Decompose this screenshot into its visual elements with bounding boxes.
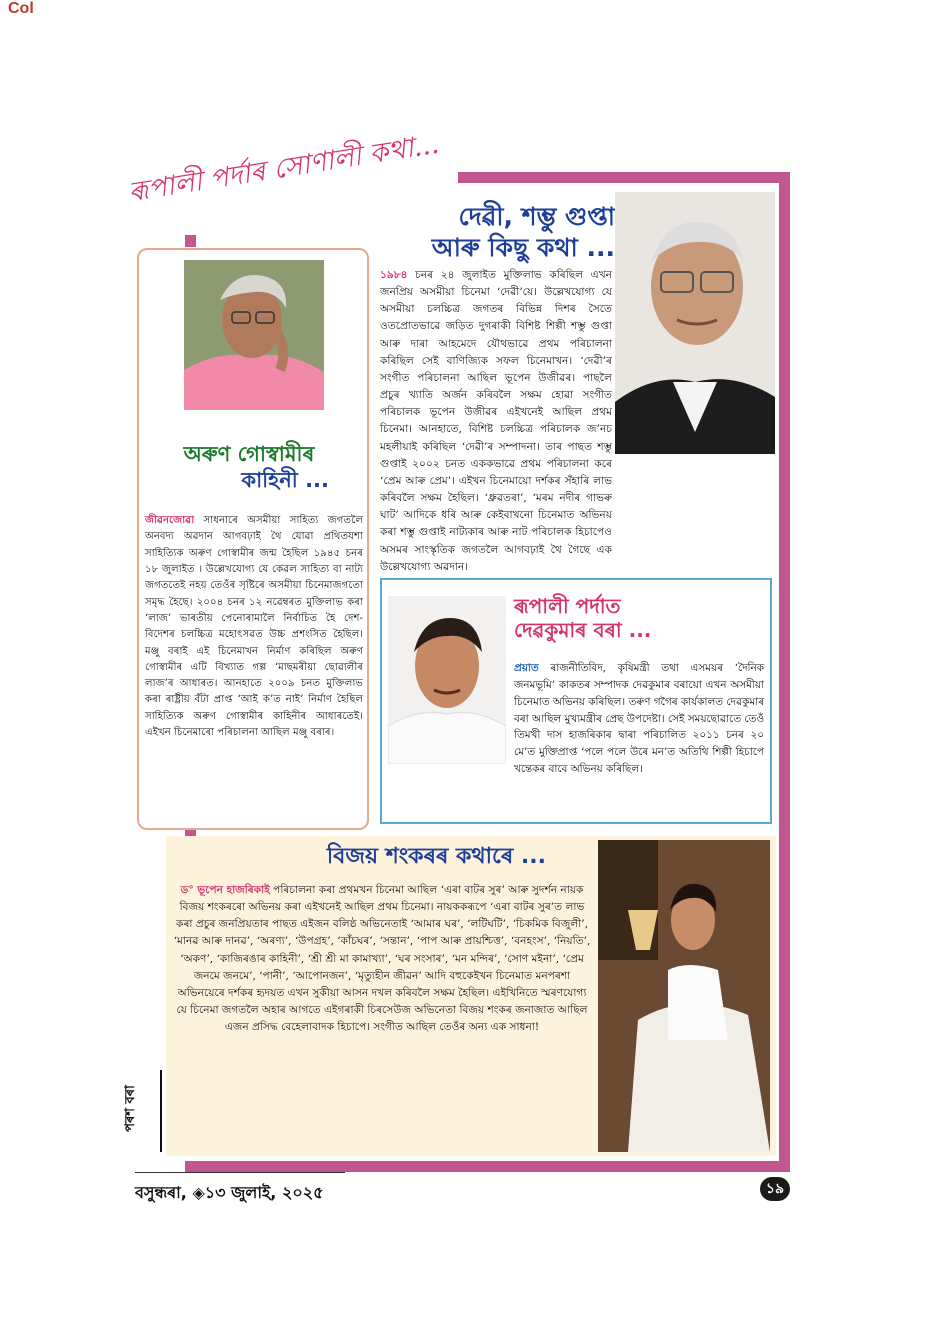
dev-lead: প্ৰয়াত <box>514 662 539 674</box>
arun-lead: জীৱনজোৱা <box>145 514 195 526</box>
dev-box <box>380 578 772 824</box>
dev-headline-line1: ৰূপালী পৰ্দাত <box>514 594 621 618</box>
footer-rule <box>135 1172 345 1173</box>
devi-lead: ১৯৮৪ <box>380 269 408 281</box>
arun-headline <box>149 442 349 493</box>
page-header-title: ৰূপালী পৰ্দাৰ সোণালী কথা... <box>126 128 442 209</box>
devi-body <box>380 267 612 573</box>
arun-headline-line1: অৰুণ গোস্বামীৰ <box>183 442 315 466</box>
devi-headline <box>395 202 615 263</box>
devi-body-text: চনৰ ২৪ জুলাইত মুক্তিলাভ কৰিছিল এখন জনপ্ৰিয় অসমীয়া চিনেমা ‘দেৱী’য়ে। উল্লেখযোগ্য যে অসমীয়া চলচ্চিত্ৰ জগতৰ বিভিন্ন দিশৰ সৈতে ওতপ্ৰোতভাৱে জড়িত দুগৰাকী বিশিষ্ট শিল্পী শম্ভু গুপ্তা আৰু দাৰা আহমেদে যৌথভাৱে প্ৰথম পৰিচালনা কৰিছিল সেই বাণিজ্যিক সফল চিনেমাখন। ‘দেৱী’ৰ সংগীত পৰিচালনা আছিল ভূপেন উজীৱৰ। পাছলৈ প্ৰচুৰ খ্যাতি অৰ্জন কৰিবলৈ সক্ষম হোৱা সংগীত পৰিচালক ভূপেন উজীৱৰ এইখনেই আছিল প্ৰথম চিনেমা। আনহাতে, বিশিষ্ট চলচ্চিত্ৰ পৰিচালক জ’নচ মহলীয়াই কৰিছিল ‘দেৱী’ৰ সম্পাদনা। তাৰ পাছত শম্ভু গুপ্তাই ২০০২ চনত এককভাৱে প্ৰথম পৰিচালনা কৰে ‘প্ৰেম আৰু প্ৰেম’। এইখন চিনেমায়ো দৰ্শকৰ সঁহাৰি লাভ কৰিবলৈ সক্ষম হৈছিল। ‘ধ্ৰুৱতৰা’, ‘মৰম নদীৰ গাভৰু ঘাট’ আদিকে ধৰি আৰু কেইবাখনো চিনেমাত অভিনয় কৰা শম্ভু গুপ্তাই নাট্যকাৰ আৰু নাট পৰিচালক হিচাপেও অসমৰ সাংস্কৃতিক জগতলৈ আগবঢ়াই থৈ গৈছে এক উল্লেখযোগ্য অৱদান। <box>380 269 612 573</box>
bijoy-headline: বিজয় শংকৰৰ কথাৰে ... <box>326 844 546 869</box>
frame-left-stub-top <box>185 235 196 247</box>
bijoy-box <box>166 836 776 1156</box>
frame-top-bar <box>458 172 790 183</box>
arun-body-text: সাধনাৰে অসমীয়া সাহিত্য জগতলৈ অনবদ্য অৱদান আগবঢ়াই থৈ যোৱা প্ৰথিতযশা সাহিত্যিক অৰুণ গোস্বামীৰ জন্ম হৈছিল ১৯৪৫ চনৰ ১৮ জুলাইত । উল্লেখযোগ্য যে কেৱল সাহিত্য বা নাট্য জগততেই নহয় তেওঁৰ সৃষ্টিৰে অসমীয়া চিনেমাজগতো সমৃদ্ধ হৈছে। ২০০৪ চনৰ ১২ নৱেম্বৰত মুক্তিলাভ কৰা ‘লাজ’ ভাৰতীয় পেনোৰামালৈ নিৰ্বাচিত হৈ দেশ-বিদেশৰ চলচ্চিত্ৰ মহোৎসৱত উচ্চ প্ৰশংসিত হৈছিল। মঞ্জু বৰাই এই চিনেমাখন নিৰ্মাণ কৰিছিল অৰুণ গোস্বামীৰ এটি বিখ্যাত গল্প ‘মাছমৰীয়া ছোৱালীৰ লাজ’ৰ আধাৰত। আনহাতে ২০০৯ চনত মুক্তিলাভ কৰা ৰাষ্ট্ৰীয় বঁটা প্ৰাপ্ত ‘আই ক’ত নাই’ নিৰ্মাণ হৈছিল সাহিত্যিক অৰুণ গোস্বামীৰ কাহিনীৰ আধাৰতেই। এইখন চিনেমাৰো পৰিচালনা আছিল মঞ্জু বৰাৰ। <box>145 515 363 739</box>
dev-kumar-bora-photo <box>388 596 506 764</box>
dev-headline-line2: দেৱকুমাৰ বৰা ... <box>514 618 652 643</box>
devi-headline-line1: দেৱী, শম্ভু গুপ্তা <box>458 202 615 231</box>
bijoy-body <box>172 882 592 1152</box>
bijoy-lead: ড° ভূপেন হাজৰিকাই <box>180 884 270 896</box>
bijoy-body-text: পৰিচালনা কৰা প্ৰথমখন চিনেমা আছিল ‘এৰা বাটৰ সুৰ’ আৰু সুদৰ্শন নায়ক বিজয় শংকৰৰো অভিনয় কৰা এইখনেই আছিল প্ৰথম চিনেমা। নায়ককৰূপে ‘এৰা বাটৰ সুৰ’ত লাভ কৰা প্ৰচুৰ জনপ্ৰিয়তাৰ পাছত এইজন বলিষ্ঠ অভিনেতাই ‘আমাৰ ঘৰ’, ‘লটিঘটি’, ‘চিকমিক বিজুলী’, ‘মানৱ আৰু দানৱ’, ‘অৰণ্য’, ‘উপগ্ৰহ’, ‘কাঁচঘৰ’, ‘সন্তান’, ‘পাপ আৰু প্ৰায়শ্চিত্ত’, ‘বনহংস’, ‘নিয়তি’, ‘অকণ’, ‘কাজিৰঙাৰ কাহিনী’, ‘শ্ৰী শ্ৰী মা কামাখ্যা’, ‘ঘৰ সংসাৰ’, ‘মন মন্দিৰ’, ‘সোণ মইনা’, ‘প্ৰেম জনমে জনমে’, ‘পানী’, ‘আপোনজন’, ‘মৃত্যুহীন জীৱন’ আদি বহুকেইখন চিনেমাত মনপৰশা অভিনয়েৰে দৰ্শকৰ হৃদয়ত এখন সুকীয়া আসন দখল কৰিবলৈ সক্ষম হৈছিল। এইখিনিতে স্মৰণযোগ্য যে চিনেমা জগতলৈ অহাৰ আগতে এইগৰাকী চিৰসেউজ অভিনেতা বিজয় শংকৰ জনাজাত আছিল এজন প্ৰসিদ্ধ বেহেলাবাদক হিচাপে। সংগীত আছিল তেওঁৰ অন্য এক সাধনা! <box>173 884 591 1034</box>
arun-body <box>145 512 363 828</box>
arun-box <box>137 248 369 830</box>
writer-credit <box>122 1068 164 1152</box>
writer-credit-rule <box>160 1070 162 1152</box>
arun-headline-line2: কাহিনী ... <box>241 467 329 492</box>
devi-headline-line2: আৰু কিছু কথা ... <box>431 232 615 262</box>
footer-publication: বসুন্ধৰা, ◈১৩ জুলাই, ২০২৫ <box>135 1183 324 1202</box>
page-number: ১৯ <box>760 1177 790 1201</box>
dev-body-text: ৰাজনীতিবিদ, কৃষিমন্ত্ৰী তথা এসময়ৰ ‘দৈনিক জনমভূমি’ কাকতৰ সম্পাদক দেৱকুমাৰ বৰায়ো এখন অসমীয়া চিনেমাত অভিনয় কৰিছিল। তৰুণ গগৈৰ কাৰ্যকালত দেৱকুমাৰ বৰা আছিল মুখ্যমন্ত্ৰীৰ প্ৰেছ উপদেষ্টা। সেই সময়ছোৱাতে তেওঁ তিমখী দাস হাজৰিকাৰ দ্বাৰা পৰিচালিত ২০১১ চনৰ ২০ মে’ত মুক্তিপ্ৰাপ্ত ‘পলে পলে উৰে মন’ত অতিথি শিল্পী হিচাপে খন্তেকৰ বাবে অভিনয় কৰিছিল। <box>514 662 764 776</box>
dev-headline <box>514 594 704 643</box>
frame-right-bar <box>779 172 790 1172</box>
bijoy-shankar-photo <box>598 840 770 1152</box>
writer-credit-name: পৰশ বৰা <box>122 1085 138 1132</box>
arun-goswami-photo <box>184 260 324 410</box>
corner-mark: Col <box>8 0 34 17</box>
dev-body <box>514 660 764 820</box>
frame-bottom-bar <box>185 1161 790 1172</box>
shambhu-gupta-photo <box>615 192 775 454</box>
